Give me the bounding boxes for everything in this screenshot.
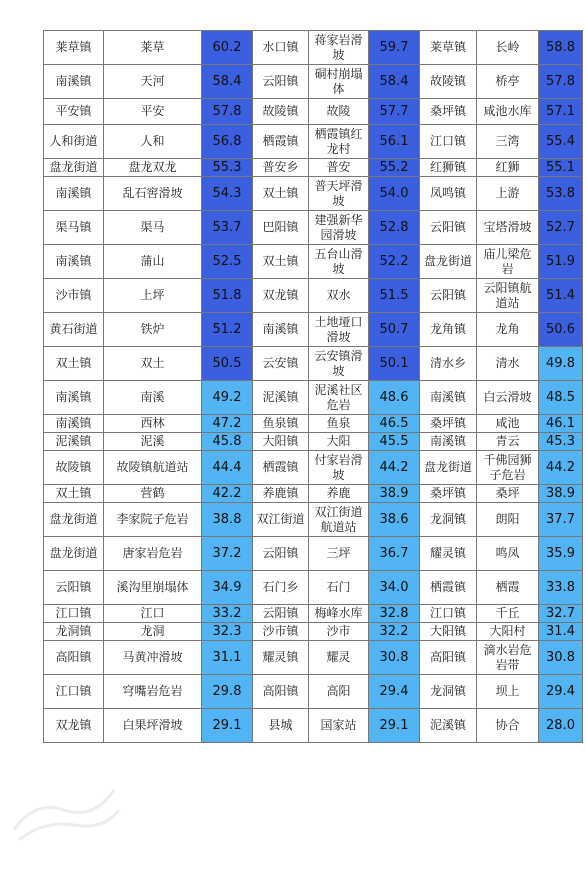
town-cell: 大阳镇 [420, 623, 477, 641]
station-cell: 千丘 [477, 605, 539, 623]
rainfall-value-cell: 29.1 [369, 709, 420, 743]
table-row [44, 245, 583, 279]
town-cell: 盘龙街道 [44, 159, 104, 177]
town-cell: 莱草镇 [44, 31, 104, 65]
rainfall-value-cell: 58.4 [202, 65, 253, 99]
station-cell: 上游 [477, 177, 539, 211]
station-cell: 盘龙双龙 [104, 159, 202, 177]
station-cell: 沙市 [309, 623, 369, 641]
station-cell: 桑坪 [477, 485, 539, 503]
rainfall-value-cell: 29.8 [202, 675, 253, 709]
town-cell: 南溪镇 [253, 313, 309, 347]
town-cell: 江口镇 [420, 125, 477, 159]
rainfall-value-cell: 44.4 [202, 451, 253, 485]
town-cell: 平安镇 [44, 99, 104, 125]
rainfall-value-cell: 49.8 [539, 347, 583, 381]
town-cell: 凤鸣镇 [420, 177, 477, 211]
town-cell: 莱草镇 [420, 31, 477, 65]
table-row [44, 211, 583, 245]
town-cell: 南溪镇 [44, 177, 104, 211]
town-cell: 云阳镇 [420, 279, 477, 313]
rainfall-value-cell: 34.0 [369, 571, 420, 605]
town-cell: 龙洞镇 [44, 623, 104, 641]
station-cell: 蒋家岩滑坡 [309, 31, 369, 65]
station-cell: 普天坪滑坡 [309, 177, 369, 211]
rainfall-value-cell: 48.6 [369, 381, 420, 415]
town-cell: 高阳镇 [253, 675, 309, 709]
station-cell: 龙角 [477, 313, 539, 347]
rainfall-value-cell: 34.9 [202, 571, 253, 605]
station-cell: 咸池水库 [477, 99, 539, 125]
station-cell: 栖霞 [477, 571, 539, 605]
town-cell: 龙角镇 [420, 313, 477, 347]
rainfall-value-cell: 51.4 [539, 279, 583, 313]
rainfall-value-cell: 47.2 [202, 415, 253, 433]
rainfall-value-cell: 51.2 [202, 313, 253, 347]
town-cell: 泥溪镇 [420, 709, 477, 743]
town-cell: 红狮镇 [420, 159, 477, 177]
table-row [44, 675, 583, 709]
station-cell: 耀灵 [309, 641, 369, 675]
station-cell: 白果坪滑坡 [104, 709, 202, 743]
station-cell: 大阳 [309, 433, 369, 451]
station-cell: 天河 [104, 65, 202, 99]
rainfall-value-cell: 55.1 [539, 159, 583, 177]
table-row [44, 125, 583, 159]
station-cell: 宝塔滑坡 [477, 211, 539, 245]
town-cell: 盘龙街道 [420, 451, 477, 485]
town-cell: 双龙镇 [253, 279, 309, 313]
town-cell: 南溪镇 [44, 381, 104, 415]
rainfall-value-cell: 38.9 [369, 485, 420, 503]
station-cell: 付家岩滑坡 [309, 451, 369, 485]
town-cell: 南溪镇 [44, 415, 104, 433]
station-cell: 土地垭口滑坡 [309, 313, 369, 347]
rainfall-value-cell: 58.4 [369, 65, 420, 99]
rainfall-value-cell: 52.5 [202, 245, 253, 279]
rainfall-value-cell: 50.5 [202, 347, 253, 381]
station-cell: 泥溪社区危岩 [309, 381, 369, 415]
table-row [44, 31, 583, 65]
town-cell: 栖霞镇 [420, 571, 477, 605]
rainfall-value-cell: 37.7 [539, 503, 583, 537]
table-row [44, 177, 583, 211]
table-row [44, 451, 583, 485]
rainfall-value-cell: 57.1 [539, 99, 583, 125]
table-row [44, 313, 583, 347]
table-row [44, 381, 583, 415]
rainfall-value-cell: 52.7 [539, 211, 583, 245]
rainfall-value-cell: 54.3 [202, 177, 253, 211]
town-cell: 盘龙街道 [44, 503, 104, 537]
station-cell: 泥溪 [104, 433, 202, 451]
town-cell: 龙洞镇 [420, 503, 477, 537]
rainfall-value-cell: 50.1 [369, 347, 420, 381]
watermark-logo [4, 760, 124, 850]
town-cell: 渠马镇 [44, 211, 104, 245]
station-cell: 穹嘴岩危岩 [104, 675, 202, 709]
station-cell: 上坪 [104, 279, 202, 313]
town-cell: 栖霞镇 [253, 451, 309, 485]
town-cell: 南溪镇 [44, 65, 104, 99]
rainfall-value-cell: 50.6 [539, 313, 583, 347]
station-cell: 梅峰水库 [309, 605, 369, 623]
table-row [44, 433, 583, 451]
table-row [44, 709, 583, 743]
rainfall-value-cell: 51.8 [202, 279, 253, 313]
rainfall-value-cell: 29.1 [202, 709, 253, 743]
town-cell: 盘龙街道 [420, 245, 477, 279]
station-cell: 红狮 [477, 159, 539, 177]
rainfall-value-cell: 55.4 [539, 125, 583, 159]
rainfall-value-cell: 53.7 [202, 211, 253, 245]
town-cell: 双龙镇 [44, 709, 104, 743]
station-cell: 大阳村 [477, 623, 539, 641]
town-cell: 双土镇 [44, 347, 104, 381]
station-cell: 石门 [309, 571, 369, 605]
town-cell: 双土镇 [253, 245, 309, 279]
station-cell: 溪沟里崩塌体 [104, 571, 202, 605]
rainfall-value-cell: 51.9 [539, 245, 583, 279]
rainfall-value-cell: 33.2 [202, 605, 253, 623]
rainfall-value-cell: 48.5 [539, 381, 583, 415]
town-cell: 南溪镇 [420, 381, 477, 415]
town-cell: 双土镇 [253, 177, 309, 211]
rainfall-value-cell: 30.8 [369, 641, 420, 675]
rainfall-value-cell: 49.2 [202, 381, 253, 415]
rainfall-value-cell: 31.1 [202, 641, 253, 675]
rainfall-value-cell: 33.8 [539, 571, 583, 605]
station-cell: 长岭 [477, 31, 539, 65]
town-cell: 故陵镇 [253, 99, 309, 125]
station-cell: 庙儿梁危岩 [477, 245, 539, 279]
town-cell: 泥溪镇 [44, 433, 104, 451]
station-cell: 白云滑坡 [477, 381, 539, 415]
station-cell: 南溪 [104, 381, 202, 415]
rainfall-value-cell: 38.8 [202, 503, 253, 537]
table-row [44, 605, 583, 623]
town-cell: 盘龙街道 [44, 537, 104, 571]
station-cell: 三湾 [477, 125, 539, 159]
station-cell: 李家院子危岩 [104, 503, 202, 537]
rainfall-value-cell: 57.8 [202, 99, 253, 125]
town-cell: 南溪镇 [420, 433, 477, 451]
rainfall-value-cell: 46.1 [539, 415, 583, 433]
town-cell: 云阳镇 [420, 211, 477, 245]
town-cell: 故陵镇 [44, 451, 104, 485]
town-cell: 养鹿镇 [253, 485, 309, 503]
rainfall-value-cell: 57.8 [539, 65, 583, 99]
station-cell: 双土 [104, 347, 202, 381]
rainfall-value-cell: 42.2 [202, 485, 253, 503]
table-row [44, 503, 583, 537]
station-cell: 千佛园狮子危岩 [477, 451, 539, 485]
town-cell: 桑坪镇 [420, 99, 477, 125]
rainfall-value-cell: 60.2 [202, 31, 253, 65]
rainfall-value-cell: 56.8 [202, 125, 253, 159]
rainfall-value-cell: 29.4 [539, 675, 583, 709]
town-cell: 故陵镇 [420, 65, 477, 99]
station-cell: 铁炉 [104, 313, 202, 347]
station-cell: 鸣凤 [477, 537, 539, 571]
table-row [44, 415, 583, 433]
town-cell: 县城 [253, 709, 309, 743]
table-row [44, 571, 583, 605]
town-cell: 耀灵镇 [420, 537, 477, 571]
rainfall-value-cell: 30.8 [539, 641, 583, 675]
rainfall-value-cell: 55.2 [369, 159, 420, 177]
station-cell: 滴水岩危岩带 [477, 641, 539, 675]
station-cell: 清水 [477, 347, 539, 381]
rainfall-value-cell: 31.4 [539, 623, 583, 641]
rainfall-value-cell: 53.8 [539, 177, 583, 211]
town-cell: 高阳镇 [420, 641, 477, 675]
rainfall-value-cell: 32.3 [202, 623, 253, 641]
town-cell: 双江街道 [253, 503, 309, 537]
rainfall-value-cell: 46.5 [369, 415, 420, 433]
station-cell: 普安 [309, 159, 369, 177]
town-cell: 云安镇 [253, 347, 309, 381]
town-cell: 高阳镇 [44, 641, 104, 675]
station-cell: 青云 [477, 433, 539, 451]
station-cell: 硐村崩塌体 [309, 65, 369, 99]
station-cell: 双江街道航道站 [309, 503, 369, 537]
town-cell: 云阳镇 [253, 65, 309, 99]
town-cell: 桑坪镇 [420, 485, 477, 503]
station-cell: 人和 [104, 125, 202, 159]
town-cell: 清水乡 [420, 347, 477, 381]
town-cell: 双土镇 [44, 485, 104, 503]
station-cell: 龙洞 [104, 623, 202, 641]
town-cell: 南溪镇 [44, 245, 104, 279]
rainfall-value-cell: 52.8 [369, 211, 420, 245]
town-cell: 大阳镇 [253, 433, 309, 451]
rainfall-value-cell: 45.8 [202, 433, 253, 451]
table-row [44, 485, 583, 503]
rainfall-value-cell: 57.7 [369, 99, 420, 125]
town-cell: 泥溪镇 [253, 381, 309, 415]
station-cell: 国家站 [309, 709, 369, 743]
station-rainfall-table [43, 30, 583, 743]
town-cell: 栖霞镇 [253, 125, 309, 159]
town-cell: 云阳镇 [253, 605, 309, 623]
station-cell: 鱼泉 [309, 415, 369, 433]
rainfall-value-cell: 32.8 [369, 605, 420, 623]
station-cell: 西林 [104, 415, 202, 433]
station-cell: 渠马 [104, 211, 202, 245]
station-cell: 高阳 [309, 675, 369, 709]
rainfall-value-cell: 44.2 [369, 451, 420, 485]
station-cell: 平安 [104, 99, 202, 125]
town-cell: 水口镇 [253, 31, 309, 65]
rainfall-value-cell: 50.7 [369, 313, 420, 347]
station-cell: 栖霞镇红龙村 [309, 125, 369, 159]
town-cell: 桑坪镇 [420, 415, 477, 433]
rainfall-value-cell: 38.6 [369, 503, 420, 537]
station-cell: 马黄冲滑坡 [104, 641, 202, 675]
station-cell: 桥亭 [477, 65, 539, 99]
station-cell: 建强新华园滑坡 [309, 211, 369, 245]
station-cell: 咸池 [477, 415, 539, 433]
station-cell: 云阳镇航道站 [477, 279, 539, 313]
town-cell: 鱼泉镇 [253, 415, 309, 433]
rainfall-value-cell: 52.2 [369, 245, 420, 279]
town-cell: 龙洞镇 [420, 675, 477, 709]
table-row [44, 279, 583, 313]
town-cell: 巴阳镇 [253, 211, 309, 245]
town-cell: 云阳镇 [44, 571, 104, 605]
rainfall-value-cell: 54.0 [369, 177, 420, 211]
rainfall-value-cell: 32.2 [369, 623, 420, 641]
town-cell: 石门乡 [253, 571, 309, 605]
rainfall-value-cell: 55.3 [202, 159, 253, 177]
rainfall-value-cell: 58.8 [539, 31, 583, 65]
town-cell: 沙市镇 [253, 623, 309, 641]
station-cell: 坝上 [477, 675, 539, 709]
rainfall-value-cell: 45.3 [539, 433, 583, 451]
station-cell: 唐家岩危岩 [104, 537, 202, 571]
rainfall-value-cell: 51.5 [369, 279, 420, 313]
station-cell: 双水 [309, 279, 369, 313]
station-cell: 故陵 [309, 99, 369, 125]
station-cell: 莱草 [104, 31, 202, 65]
station-cell: 故陵镇航道站 [104, 451, 202, 485]
town-cell: 耀灵镇 [253, 641, 309, 675]
station-cell: 养鹿 [309, 485, 369, 503]
table-row [44, 537, 583, 571]
town-cell: 云阳镇 [253, 537, 309, 571]
town-cell: 江口镇 [44, 675, 104, 709]
station-cell: 五台山滑坡 [309, 245, 369, 279]
rainfall-value-cell: 36.7 [369, 537, 420, 571]
rainfall-value-cell: 59.7 [369, 31, 420, 65]
rainfall-value-cell: 45.5 [369, 433, 420, 451]
table-row [44, 65, 583, 99]
station-cell: 协合 [477, 709, 539, 743]
table-row [44, 623, 583, 641]
table-row [44, 347, 583, 381]
station-cell: 云安镇滑坡 [309, 347, 369, 381]
town-cell: 人和街道 [44, 125, 104, 159]
station-cell: 营鹤 [104, 485, 202, 503]
rainfall-table-container [43, 30, 583, 743]
town-cell: 江口镇 [420, 605, 477, 623]
table-row [44, 159, 583, 177]
table-row [44, 99, 583, 125]
rainfall-value-cell: 56.1 [369, 125, 420, 159]
rainfall-value-cell: 29.4 [369, 675, 420, 709]
town-cell: 黄石街道 [44, 313, 104, 347]
station-cell: 蒲山 [104, 245, 202, 279]
town-cell: 沙市镇 [44, 279, 104, 313]
rainfall-value-cell: 28.0 [539, 709, 583, 743]
station-cell: 江口 [104, 605, 202, 623]
rainfall-value-cell: 32.7 [539, 605, 583, 623]
rainfall-value-cell: 35.9 [539, 537, 583, 571]
station-cell: 乱石窖滑坡 [104, 177, 202, 211]
rainfall-value-cell: 44.2 [539, 451, 583, 485]
station-cell: 朗阳 [477, 503, 539, 537]
town-cell: 普安乡 [253, 159, 309, 177]
rainfall-value-cell: 38.9 [539, 485, 583, 503]
table-row [44, 641, 583, 675]
rainfall-value-cell: 37.2 [202, 537, 253, 571]
town-cell: 江口镇 [44, 605, 104, 623]
station-cell: 三坪 [309, 537, 369, 571]
